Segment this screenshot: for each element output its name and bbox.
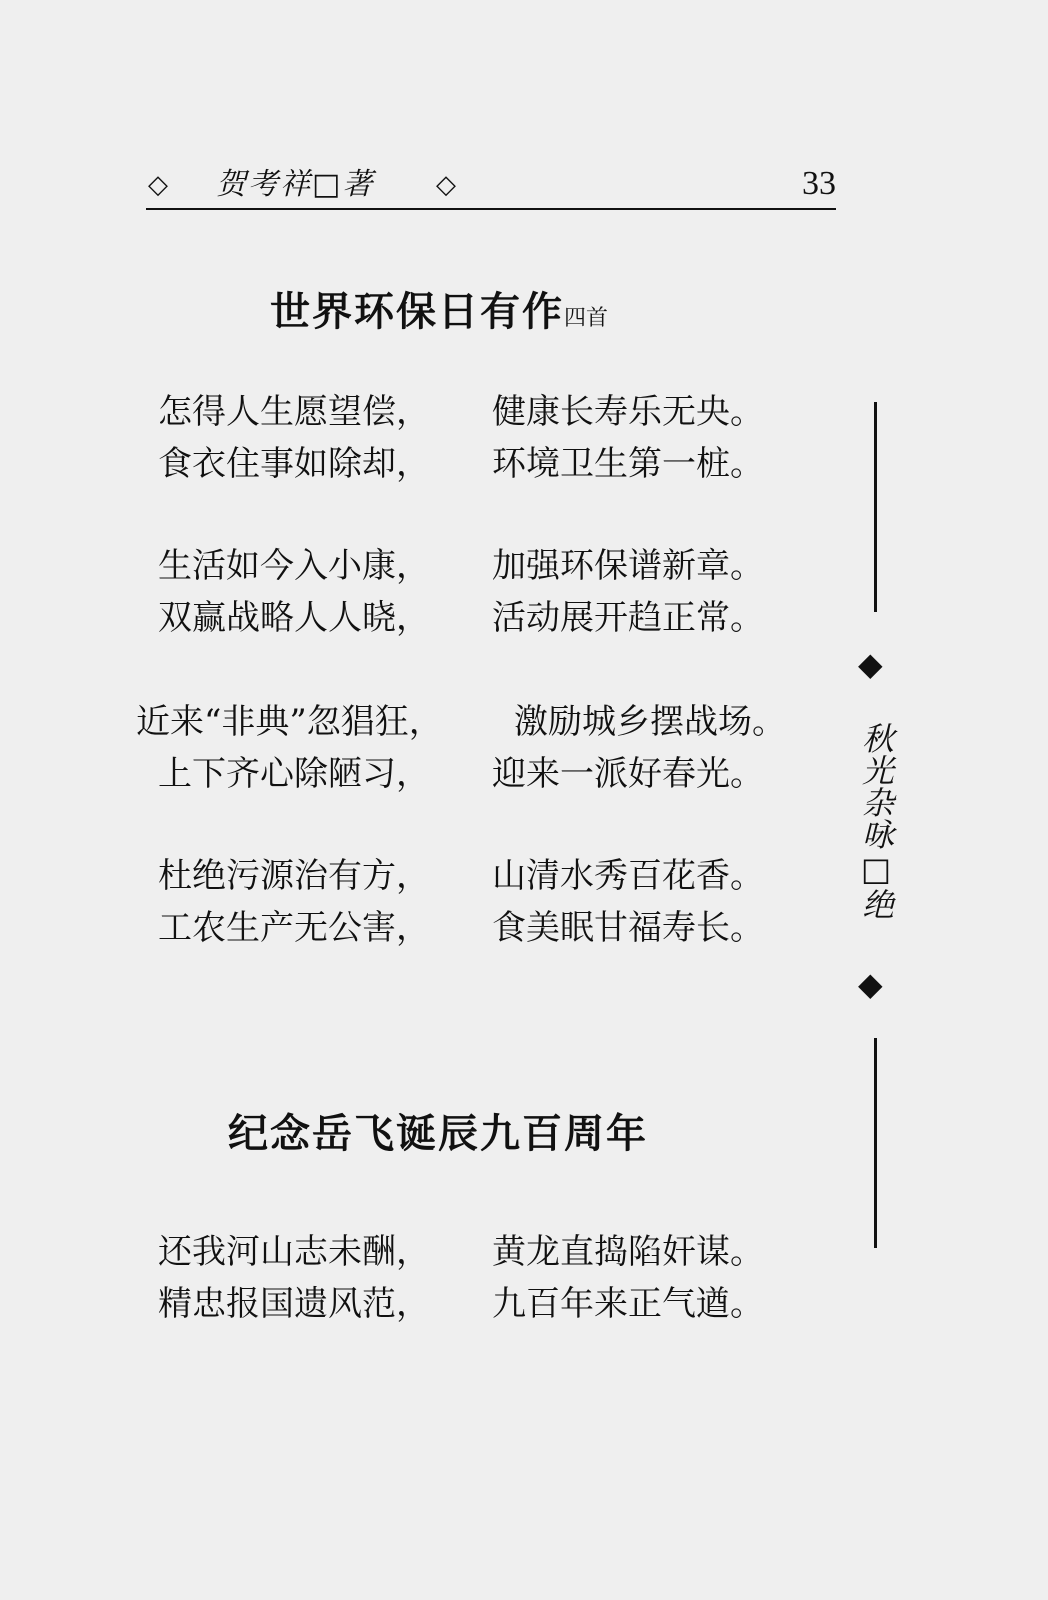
- verse-line: 食美眠甘福寿长。: [492, 908, 764, 948]
- verse-line: 双赢战略人人晓，: [158, 598, 430, 638]
- verse-line: 生活如今入小康，: [158, 546, 430, 586]
- running-header: [146, 166, 836, 210]
- verse-line: 黄龙直捣陷奸谋。: [492, 1232, 764, 1272]
- side-rule-top: [874, 402, 877, 612]
- verse-line: 激励城乡摆战场。: [514, 702, 786, 742]
- side-rule-bottom: [874, 1038, 877, 1248]
- verse-line: 九百年来正气遒。: [492, 1284, 764, 1324]
- header-diamond-left-icon: ◇: [148, 170, 168, 200]
- side-diamond-top-icon: ◆: [858, 645, 883, 683]
- header-diamond-right-icon: ◇: [436, 170, 456, 200]
- header-author: 贺考祥□著: [216, 167, 375, 202]
- verse-line: 山清水秀百花香。: [492, 856, 764, 896]
- verse-line: 迎来一派好春光。: [492, 754, 764, 794]
- poem-title-text: 世界环保日有作: [270, 289, 564, 335]
- verse-line: 加强环保谱新章。: [492, 546, 764, 586]
- poem-title: [270, 288, 608, 343]
- verse-line: 健康长寿乐无央。: [492, 392, 764, 432]
- side-section-label: 秋光杂咏□绝: [857, 722, 895, 920]
- verse-line: 环境卫生第一桩。: [492, 444, 764, 484]
- verse-line: 精忠报国遗风范，: [158, 1284, 430, 1324]
- poem-title-note: 四首: [564, 306, 609, 331]
- verse-line: 杜绝污源治有方，: [158, 856, 430, 896]
- poem-title: 纪念岳飞诞辰九百周年: [228, 1111, 648, 1157]
- verse-line: 还我河山志未酬，: [158, 1232, 430, 1272]
- page-number: 33: [802, 165, 836, 202]
- verse-line: 近来“非典”忽猖狂，: [136, 702, 443, 742]
- verse-line: 食衣住事如除却，: [158, 444, 430, 484]
- side-diamond-bottom-icon: ◆: [858, 965, 883, 1003]
- verse-line: 怎得人生愿望偿，: [158, 392, 430, 432]
- verse-line: 上下齐心除陋习，: [158, 754, 430, 794]
- verse-line: 工农生产无公害，: [158, 908, 430, 948]
- verse-line: 活动展开趋正常。: [492, 598, 764, 638]
